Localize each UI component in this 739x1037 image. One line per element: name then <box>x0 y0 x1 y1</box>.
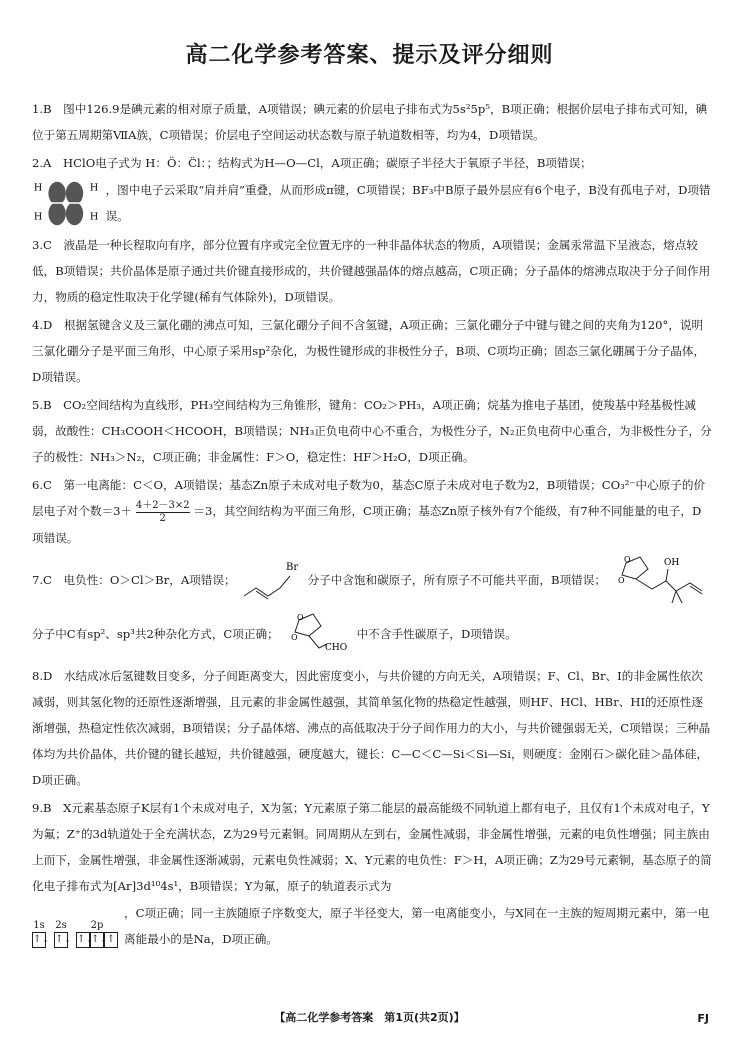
answer-3 <box>32 232 712 310</box>
oh-label: OH <box>663 557 680 568</box>
answer-1 <box>32 96 712 148</box>
orbital-diagram-row <box>32 899 712 953</box>
svg-text:H: H <box>33 211 43 223</box>
valence-fraction <box>136 500 190 525</box>
pi-bond-row <box>32 176 712 230</box>
answer-9-text-b: ，C项正确；同一主族随原子序数变大，原子半径变大，第一电离能变小，与X同在一主族的短周期元素中，第一电离能最小的是Na，D项正确。 <box>124 905 710 946</box>
dioxolane-aldehyde-structure <box>285 612 351 656</box>
svg-text:H: H <box>89 211 99 223</box>
answer-7-text-c: 分子中C有sp²、sp³共2种杂化方式，C项正确； <box>32 626 279 641</box>
answer-2 <box>32 150 712 230</box>
cho-label: CHO <box>324 642 347 653</box>
fraction-denominator: 2 <box>159 512 166 524</box>
answer-7-text-d: 中不含手性碳原子，D项错误。 <box>356 626 517 641</box>
svg-text:O: O <box>296 612 304 622</box>
orbital-2s: 2s ↑↓ <box>54 920 68 948</box>
page-title: 高二化学参考答案、提示及评分细则 <box>185 43 554 68</box>
svg-text:H: H <box>89 182 99 194</box>
dioxolane-alcohol-structure <box>612 553 712 607</box>
answer-8-text: 8.D 水结成冰后氢键数目变多，分子间距离变大，因此密度变小，与共价键的方向无关，A项错误；F、Cl、Br、I的非金属性依次减弱，则其氢化物的还原性逐渐增强，且元素的非金属性越强，其简单氢化物的热稳定性越强，则HF、HCl、HBr、HI的还原性逐渐增强，热稳定性依次减弱，B项错误；分子晶体熔、沸点的高低取决于分子间作用力的大小，与共价键强弱无关，C项错误；三种晶体均为共价晶体，共价键的键长越短，共价键越强，硬度越大，键长：C—C＜C—Si＜Si—Si，则硬度：金刚石＞碳化硅＞晶体硅，D项正确。 <box>32 668 711 787</box>
pi-bond-orbital-diagram <box>32 178 100 228</box>
bromoalkene-structure <box>242 558 302 602</box>
orbital-2p: 2p ↑↓ ↑↓ ↑ <box>76 920 118 948</box>
answer-5 <box>32 392 712 470</box>
answer-3-text: 3.C 液晶是一种长程取向有序，部分位置有序或完全位置无序的一种非晶体状态的物质，A项错误；金属汞常温下呈液态，熔点较低，B项错误；共价晶体是原子通过共价键直接形成的，共价键越强晶体的熔点越高，C项正确；分子晶体的熔沸点取决于分子间作用力，物质的稳定性取决于化学键(稀有气体除外)，D项错误。 <box>32 238 711 304</box>
answer-6 <box>32 472 712 551</box>
svg-text:H: H <box>33 182 43 194</box>
svg-text:O: O <box>290 632 298 642</box>
footer-code: FJ <box>697 1012 709 1025</box>
answer-1-text: 1.B 图中126.9是碘元素的相对原子质量，A项错误；碘元素的价层电子排布式为5s²5p⁵，B项正确；根据价层电子排布式可知，碘位于第五周期第ⅦA族，C项错误；价层电子空间运动状态数与原子轨道数相等，均为4，D项错误。 <box>32 102 708 142</box>
orbital-1s: 1s ↑↓ <box>32 920 46 948</box>
answer-6-text-a: 6.C 第一电离能：C＜O，A项错误；基态Zn原子未成对电子数为0，基态C原子未成对电子数为2，B项错误；CO₃²⁻中心原子的价层电子对个数＝3＋ <box>32 478 706 518</box>
br-label: Br <box>285 561 298 573</box>
answer-7-row-1 <box>32 553 712 607</box>
answer-7-row-2 <box>32 607 712 661</box>
answer-9-text-a: 9.B X元素基态原子K层有1个未成对电子，X为氢；Y元素原子第二能层的最高能级不同轨道上都有电子，且仅有1个未成对电子，Y为氟；Z⁺的3d轨道处于全充满状态，Z为29号元素铜。同周期从左到右，金属性减弱，非金属性增强，元素的电负性增强；同主族由上而下，金属性增强，非金属性逐渐减弱，元素电负性减弱；X、Y元素的电负性：F＞H，A项正确；Z为29号元素铜，基态原子的简化电子排布式为[Ar]3d¹⁰4s¹，B项错误；Y为氟，原子的轨道表示式为 <box>32 800 712 893</box>
answer-6-text-b: ＝3，其空间结构为平面三角形，C项正确；基态Zn原子核外有7个能级，有7种不同能量的电子，D项错误。 <box>32 504 702 545</box>
answer-7-text-a: 7.C 电负性：O＞Cl＞Br，A项错误； <box>32 572 236 587</box>
answer-2-text-a: 2.A HClO电子式为 H：Ö：C̈l：；结构式为H—O—Cl，A项正确；碳原子半径大于氧原子半径，B项错误； <box>32 156 592 170</box>
answer-5-text: 5.B CO₂空间结构为直线形，PH₃空间结构为三角锥形，键角：CO₂＞PH₃，A项正确；烷基为推电子基团，使羧基中羟基极性减弱，故酸性：CH₃COOH＜HCOOH，B项错误；NH₃正负电荷中心不重合，为极性分子，N₂正负电荷中心重合，为非极性分子，分子的极性：NH₃＞N₂，C项正确；非金属性：F＞O，稳定性：HF＞H₂O，D项正确。 <box>32 398 712 464</box>
fluorine-orbital-diagram <box>32 904 118 948</box>
answer-7-text-b: 分子中含饱和碳原子，所有原子不可能共平面，B项错误； <box>307 572 606 587</box>
answer-8 <box>32 663 712 793</box>
svg-text:O: O <box>623 554 631 564</box>
answer-2-text-b: ，图中电子云采取“肩并肩”重叠，从而形成π键，C项错误；BF₃中B原子最外层应有6个电子，B没有孤电子对，D项错误。 <box>105 183 711 223</box>
fraction-numerator: 4＋2－3×2 <box>135 499 190 511</box>
page-footer: 【高二化学参考答案 第1页(共2页)】 <box>274 1011 465 1024</box>
answer-content <box>32 96 712 955</box>
answer-4 <box>32 312 712 390</box>
answer-7 <box>32 553 712 661</box>
svg-text:O: O <box>617 575 625 585</box>
answer-9 <box>32 795 712 953</box>
answer-4-text: 4.D 根据氢键含义及三氯化硼的沸点可知，三氯化硼分子间不含氢键，A项正确；三氯化硼分子中键与键之间的夹角为120°，说明三氯化硼分子是平面三角形，中心原子采用sp²杂化，为极性键形成的非极性分子，B项、C项均正确；固态三氯化硼属于分子晶体，D项错误。 <box>32 318 706 384</box>
